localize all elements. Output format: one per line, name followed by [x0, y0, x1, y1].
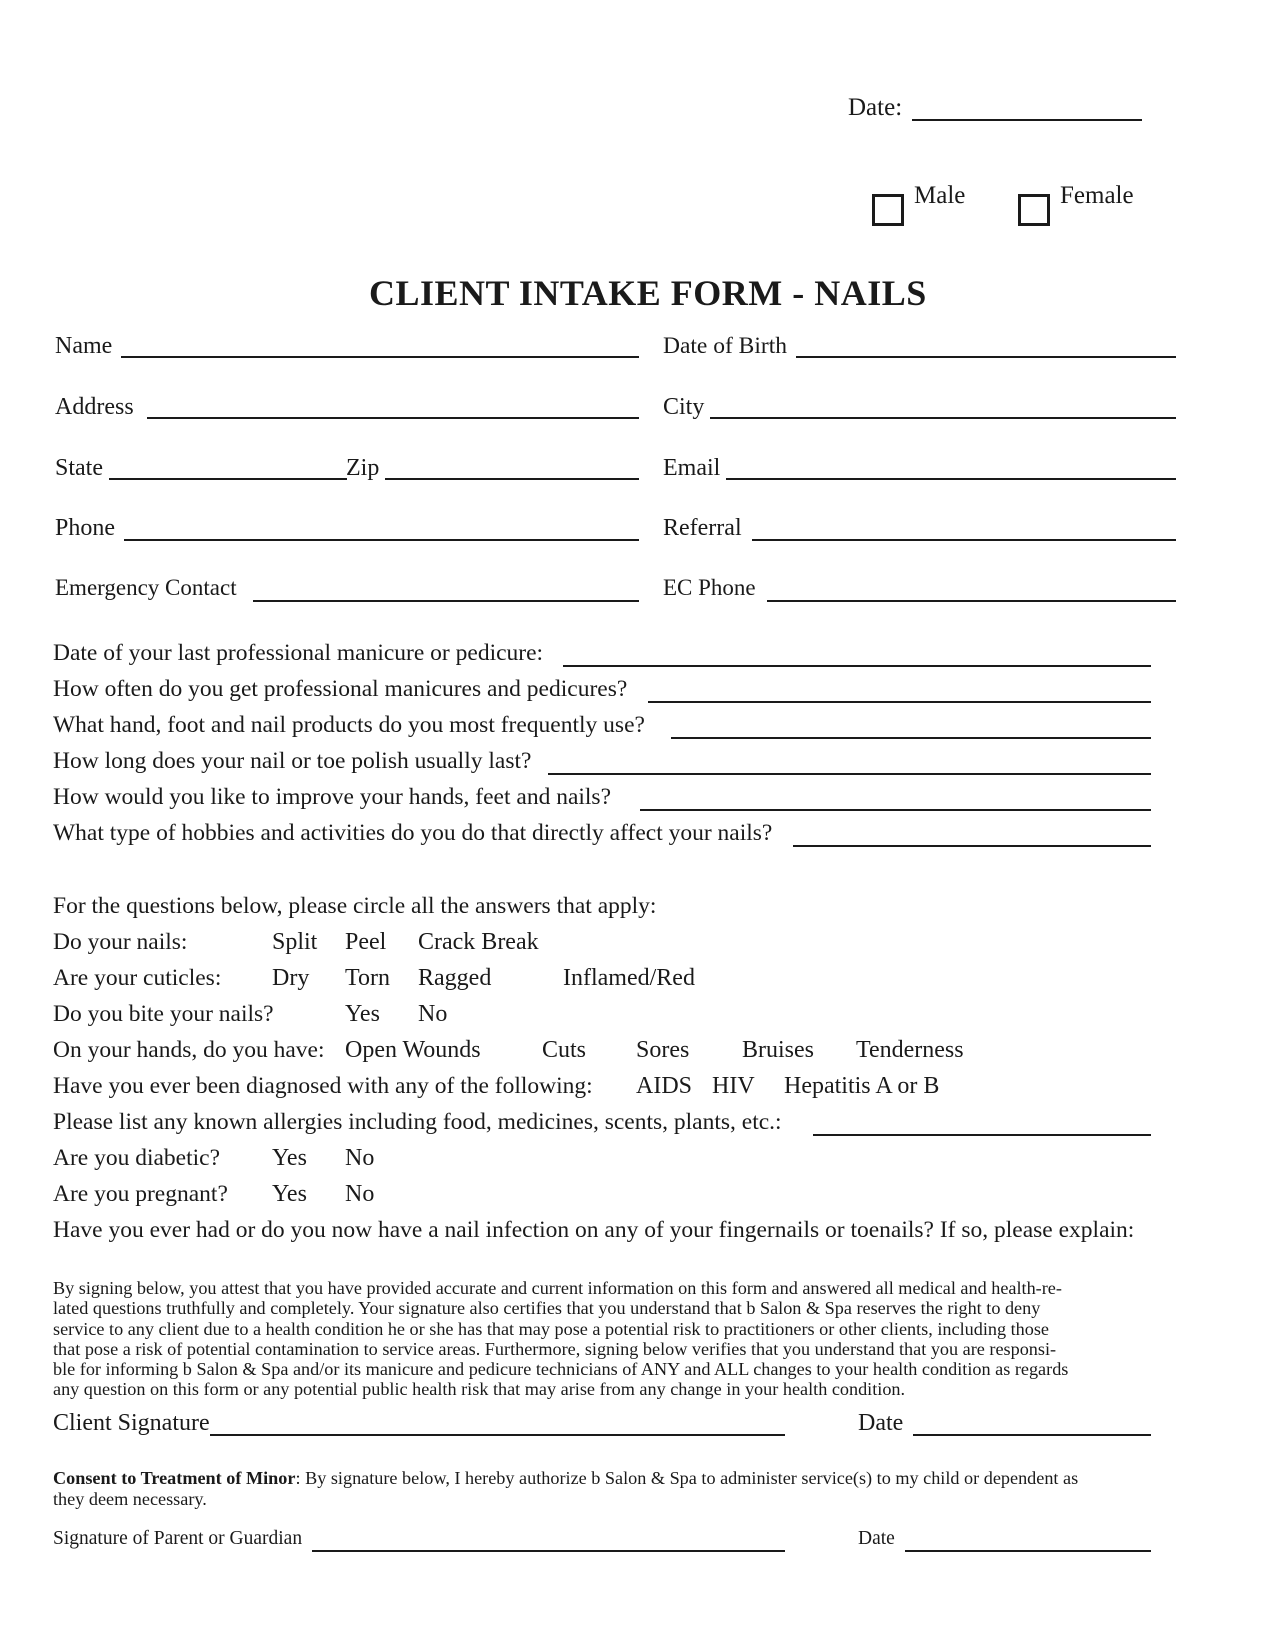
dob-label: Date of Birth	[663, 333, 787, 359]
products-input-line[interactable]	[671, 737, 1151, 739]
diagnosed-option-hepatitis[interactable]: Hepatitis A or B	[784, 1073, 940, 1099]
diabetic-option-no[interactable]: No	[345, 1145, 375, 1171]
state-label: State	[55, 455, 103, 481]
male-label: Male	[914, 182, 966, 209]
state-input-line[interactable]	[109, 478, 347, 480]
cuticles-option-inflamed[interactable]: Inflamed/Red	[563, 965, 695, 991]
ec-phone-input-line[interactable]	[767, 600, 1176, 602]
email-label: Email	[663, 455, 721, 481]
attestation-line: service to any client due to a health condition he or she has that may pose a potential risk to practitioners or other clients, including those	[53, 1318, 1049, 1339]
diagnosed-option-hiv[interactable]: HIV	[712, 1073, 755, 1099]
improve-input-line[interactable]	[640, 809, 1151, 811]
cuticles-option-torn[interactable]: Torn	[345, 965, 390, 991]
circle-instructions: For the questions below, please circle all the answers that apply:	[53, 893, 657, 919]
phone-input-line[interactable]	[124, 539, 639, 541]
dob-input-line[interactable]	[796, 356, 1176, 358]
date-input-line[interactable]	[912, 119, 1142, 121]
city-label: City	[663, 394, 705, 420]
cuticles-option-ragged[interactable]: Ragged	[418, 965, 492, 991]
consent-paragraph	[53, 1468, 1078, 1509]
date-label: Date:	[848, 94, 903, 121]
question-improve: How would you like to improve your hands, feet and nails?	[53, 784, 612, 810]
attestation-line: any question on this form or any potential public health risk that may arise from any change in your health condition.	[53, 1379, 906, 1400]
diabetic-option-yes[interactable]: Yes	[272, 1145, 307, 1171]
cuticles-question: Are your cuticles:	[53, 965, 222, 991]
nails-option-split[interactable]: Split	[272, 929, 318, 955]
city-input-line[interactable]	[710, 417, 1176, 419]
hands-option-tenderness[interactable]: Tenderness	[856, 1037, 964, 1063]
guardian-signature-label: Signature of Parent or Guardian	[53, 1528, 303, 1549]
question-products: What hand, foot and nail products do you most frequently use?	[53, 712, 645, 738]
signature-date-label: Date	[858, 1410, 904, 1436]
hobbies-input-line[interactable]	[793, 845, 1151, 847]
guardian-signature-input-line[interactable]	[312, 1550, 785, 1552]
nails-option-peel[interactable]: Peel	[345, 929, 387, 955]
hands-option-bruises[interactable]: Bruises	[742, 1037, 814, 1063]
question-frequency: How often do you get professional manicures and pedicures?	[53, 676, 628, 702]
client-signature-label: Client Signature	[53, 1410, 210, 1436]
client-signature-input-line[interactable]	[210, 1434, 785, 1436]
pregnant-option-no[interactable]: No	[345, 1181, 375, 1207]
attestation-paragraph	[53, 1278, 1068, 1400]
attestation-line: By signing below, you attest that you have provided accurate and current information on this form and answered all medical and health-re-	[53, 1278, 1062, 1298]
name-label: Name	[55, 333, 113, 359]
emergency-contact-label: Emergency Contact	[55, 575, 237, 600]
allergies-input-line[interactable]	[813, 1134, 1151, 1136]
bite-option-yes[interactable]: Yes	[345, 1001, 380, 1027]
ec-phone-label: EC Phone	[663, 575, 756, 600]
nails-option-crack-break[interactable]: Crack Break	[418, 929, 539, 955]
form-title: CLIENT INTAKE FORM - NAILS	[369, 273, 927, 313]
consent-text-continued: they deem necessary.	[53, 1488, 207, 1509]
consent-title: Consent to Treatment of Minor	[53, 1468, 296, 1488]
hands-option-sores[interactable]: Sores	[636, 1037, 690, 1063]
email-input-line[interactable]	[726, 478, 1176, 480]
diabetic-question: Are you diabetic?	[53, 1145, 221, 1171]
attestation-line: lated questions truthfully and completely. Your signature also certifies that you understand that b Salon & Spa reserves the right to deny	[53, 1298, 1041, 1319]
hands-option-cuts[interactable]: Cuts	[542, 1037, 587, 1063]
pregnant-question: Are you pregnant?	[53, 1181, 228, 1207]
cuticles-option-dry[interactable]: Dry	[272, 965, 310, 991]
phone-label: Phone	[55, 515, 115, 541]
question-polish-duration: How long does your nail or toe polish usually last?	[53, 748, 532, 774]
address-label: Address	[55, 394, 134, 420]
pregnant-option-yes[interactable]: Yes	[272, 1181, 307, 1207]
name-input-line[interactable]	[121, 356, 639, 358]
allergies-question: Please list any known allergies including food, medicines, scents, plants, etc.:	[53, 1109, 782, 1135]
male-checkbox[interactable]	[872, 194, 904, 226]
zip-input-line[interactable]	[385, 478, 639, 480]
diagnosed-option-aids[interactable]: AIDS	[636, 1073, 693, 1099]
signature-date-input-line[interactable]	[913, 1434, 1151, 1436]
emergency-contact-input-line[interactable]	[253, 600, 639, 602]
zip-label: Zip	[346, 455, 380, 481]
consent-text: : By signature below, I hereby authorize b Salon & Spa to administer service(s) to my child or dependent as	[295, 1468, 1079, 1488]
last-manicure-input-line[interactable]	[563, 665, 1151, 667]
guardian-date-label: Date	[858, 1528, 895, 1549]
hands-question: On your hands, do you have:	[53, 1037, 325, 1063]
bite-option-no[interactable]: No	[418, 1001, 448, 1027]
referral-label: Referral	[663, 515, 742, 541]
question-last-manicure: Date of your last professional manicure or pedicure:	[53, 640, 544, 666]
hands-option-open-wounds[interactable]: Open Wounds	[345, 1037, 481, 1063]
infection-question: Have you ever had or do you now have a nail infection on any of your fingernails or toenails? If so, please explain:	[53, 1217, 1135, 1243]
question-hobbies: What type of hobbies and activities do you do that directly affect your nails?	[53, 820, 773, 846]
guardian-date-input-line[interactable]	[905, 1550, 1151, 1552]
female-checkbox[interactable]	[1018, 194, 1050, 226]
nails-question: Do your nails:	[53, 929, 188, 955]
polish-duration-input-line[interactable]	[548, 773, 1151, 775]
attestation-line: ble for informing b Salon & Spa and/or its manicure and pedicure technicians of ANY and ALL changes to your health condition as regards	[53, 1359, 1069, 1380]
address-input-line[interactable]	[147, 417, 639, 419]
referral-input-line[interactable]	[752, 539, 1176, 541]
diagnosed-question: Have you ever been diagnosed with any of the following:	[53, 1073, 593, 1099]
bite-question: Do you bite your nails?	[53, 1001, 274, 1027]
female-label: Female	[1060, 182, 1134, 209]
frequency-input-line[interactable]	[648, 701, 1151, 703]
attestation-line: that pose a risk of potential contamination to service areas. Furthermore, signing below verifies that you understand that you are responsi-	[53, 1338, 1057, 1359]
